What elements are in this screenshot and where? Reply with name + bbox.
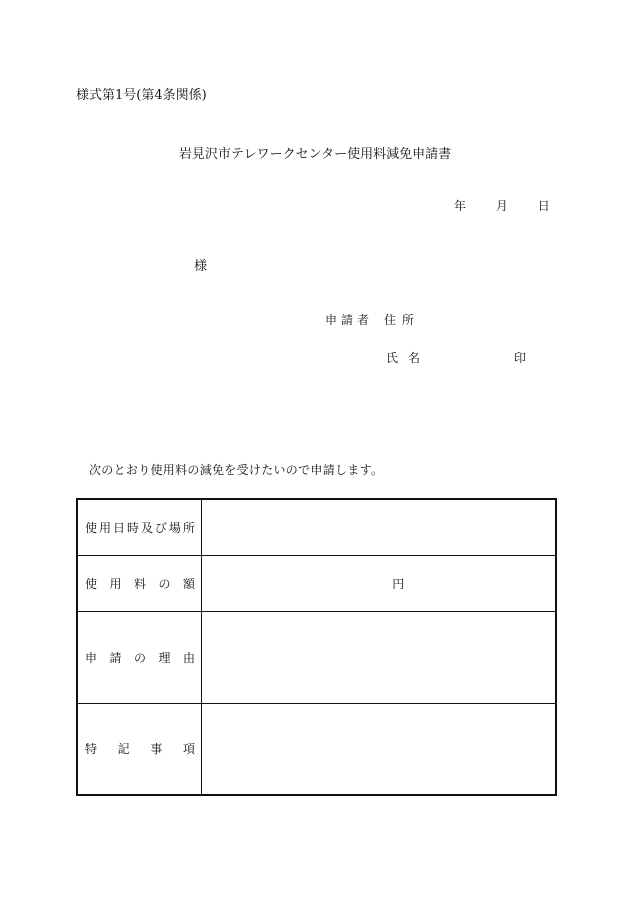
yen-unit-label: 円 [392,576,405,591]
label-char: 料 [133,576,146,591]
remarks-field[interactable] [201,703,556,795]
date-row [454,197,550,214]
row-label-usage-datetime-place [77,499,201,555]
fee-amount-field[interactable] [201,555,556,611]
label-char: の [158,576,171,591]
row-label-reason [77,611,201,703]
spread-label [85,649,195,666]
label-char: 及 [140,520,153,535]
intro-text: 次のとおり使用料の減免を受けたいので申請します。 [89,463,384,477]
label-char: 時 [126,520,139,535]
date-year-label: 年 [454,199,467,213]
label-char: 請 [109,650,122,665]
usage-datetime-place-field[interactable] [201,499,556,555]
date-day-label: 日 [537,199,550,213]
spread-label [85,575,195,592]
reason-field[interactable] [201,611,556,703]
table-row-usage-datetime-place [77,499,556,555]
applicant-label: 申請者 [325,313,374,327]
label-char: 日 [112,520,125,535]
form-number: 様式第1号(第4条関係) [76,88,207,103]
table-row-reason [77,611,556,703]
label-char: 用 [98,520,111,535]
document-title-text: 岩見沢市テレワークセンター使用料減免申請書 [178,147,452,162]
row-label-fee-amount [77,555,201,611]
label-char: 場 [168,520,181,535]
name-label: 氏名 [386,351,431,365]
label-char: 理 [158,650,171,665]
seal-label: 印 [514,351,527,365]
label-char: 所 [182,520,195,535]
spread-label [85,740,195,757]
label-char: 項 [182,742,195,757]
date-month-label: 月 [495,199,508,213]
addressee-honorific: 様 [194,259,208,274]
label-char: の [133,650,146,665]
label-char: 額 [182,576,195,591]
label-char: 記 [117,742,130,757]
table-row-remarks [77,703,556,795]
table-row-fee-amount [77,555,556,611]
application-form-table [76,498,557,796]
label-char: 使 [85,520,98,535]
label-char: 用 [109,576,122,591]
label-char: 事 [150,742,163,757]
label-char: 由 [182,650,195,665]
label-char: 使 [85,576,98,591]
document-title [0,143,630,162]
address-label: 住所 [384,313,421,327]
row-label-remarks [77,703,201,795]
spread-label [85,519,195,536]
label-char: 特 [85,742,98,757]
label-char: 申 [85,650,98,665]
label-char: び [154,520,167,535]
